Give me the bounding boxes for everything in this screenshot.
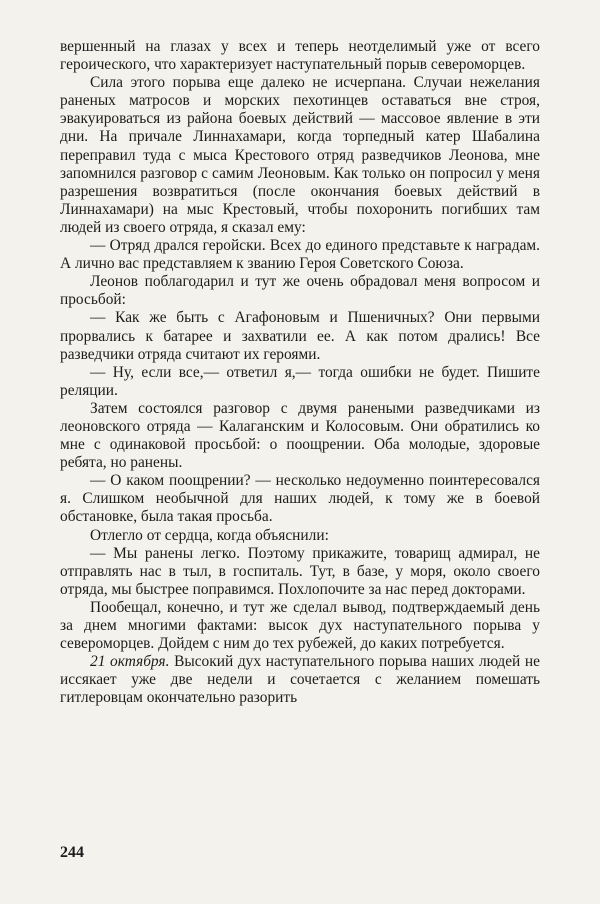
entry-text: Высокий дух наступательного порыва наших людей не иссякает уже две недели и сочетается с желанием помешать гитлеровцам окончательно разорить [60,653,540,707]
paragraph-dated-entry [60,653,540,707]
page-number: 244 [60,844,84,861]
paragraph: Сила этого порыва еще далеко не исчерпана. Случаи нежелания раненых матросов и морских пехотинцев оставаться вне строя, эвакуироваться из района боевых действий — массовое явление в эти дни. На причале Линнахамари, когда торпедный катер Шабалина переправил туда с мыса Крестового отряд разведчиков Леонова, мне запомнился разговор с самим Леоновым. Как только он попросил у меня разрешения возвратиться (после окончания боевых действий в Линнахамари) на мыс Крестовый, чтобы похоронить погибших там людей из своего отряда, я сказал ему: [60,74,540,236]
page-body [60,38,540,707]
paragraph: Пообещал, конечно, и тут же сделал вывод, подтверждаемый день за днем многими фактами: высок дух наступательного порыва у североморцев. Дойдем с ним до тех рубежей, до каких потребуется. [60,598,540,653]
paragraph: Затем состоялся разговор с двумя ранеными разведчиками из леоновского отряда — Калаганским и Колосовым. Они обратились ко мне с одинаковой просьбой: о поощрении. Оба молодые, здоровые ребята, но ранены. [60,399,540,472]
entry-date: 21 октября. [90,653,170,671]
paragraph-continuation: вершенный на глазах у всех и теперь неотделимый уже от всего героического, что характеризует наступательный порыв североморцев. [60,38,540,74]
paragraph-dialogue: — О каком поощрении? — несколько недоуменно поинтересовался я. Слишком необычной для наших людей, к тому же в боевой обстановке, была такая просьба. [60,472,540,526]
paragraph: Отлегло от сердца, когда объяснили: [90,526,329,544]
paragraph-dialogue: — Отряд дрался геройски. Всех до единого представьте к наградам. А лично вас представляем к званию Героя Советского Союза. [60,237,540,273]
paragraph-dialogue: — Ну, если все,— ответил я,— тогда ошибки не будет. Пишите реляции. [60,363,540,399]
paragraph: Леонов поблагодарил и тут же очень обрадовал меня вопросом и просьбой: [60,273,540,309]
paragraph-dialogue: — Мы ранены легко. Поэтому прикажите, товарищ адмирал, не отправлять нас в тыл, в госпиталь. Тут, в базе, у моря, около своего отряда, мы быстрее поправимся. Похлопочите за нас перед докторами. [60,544,540,598]
paragraph-dialogue: — Как же быть с Агафоновым и Пшеничных? Они первыми прорвались к батарее и захватили ее. А как потом дрались! Все разведчики отряда считают их героями. [60,309,540,363]
